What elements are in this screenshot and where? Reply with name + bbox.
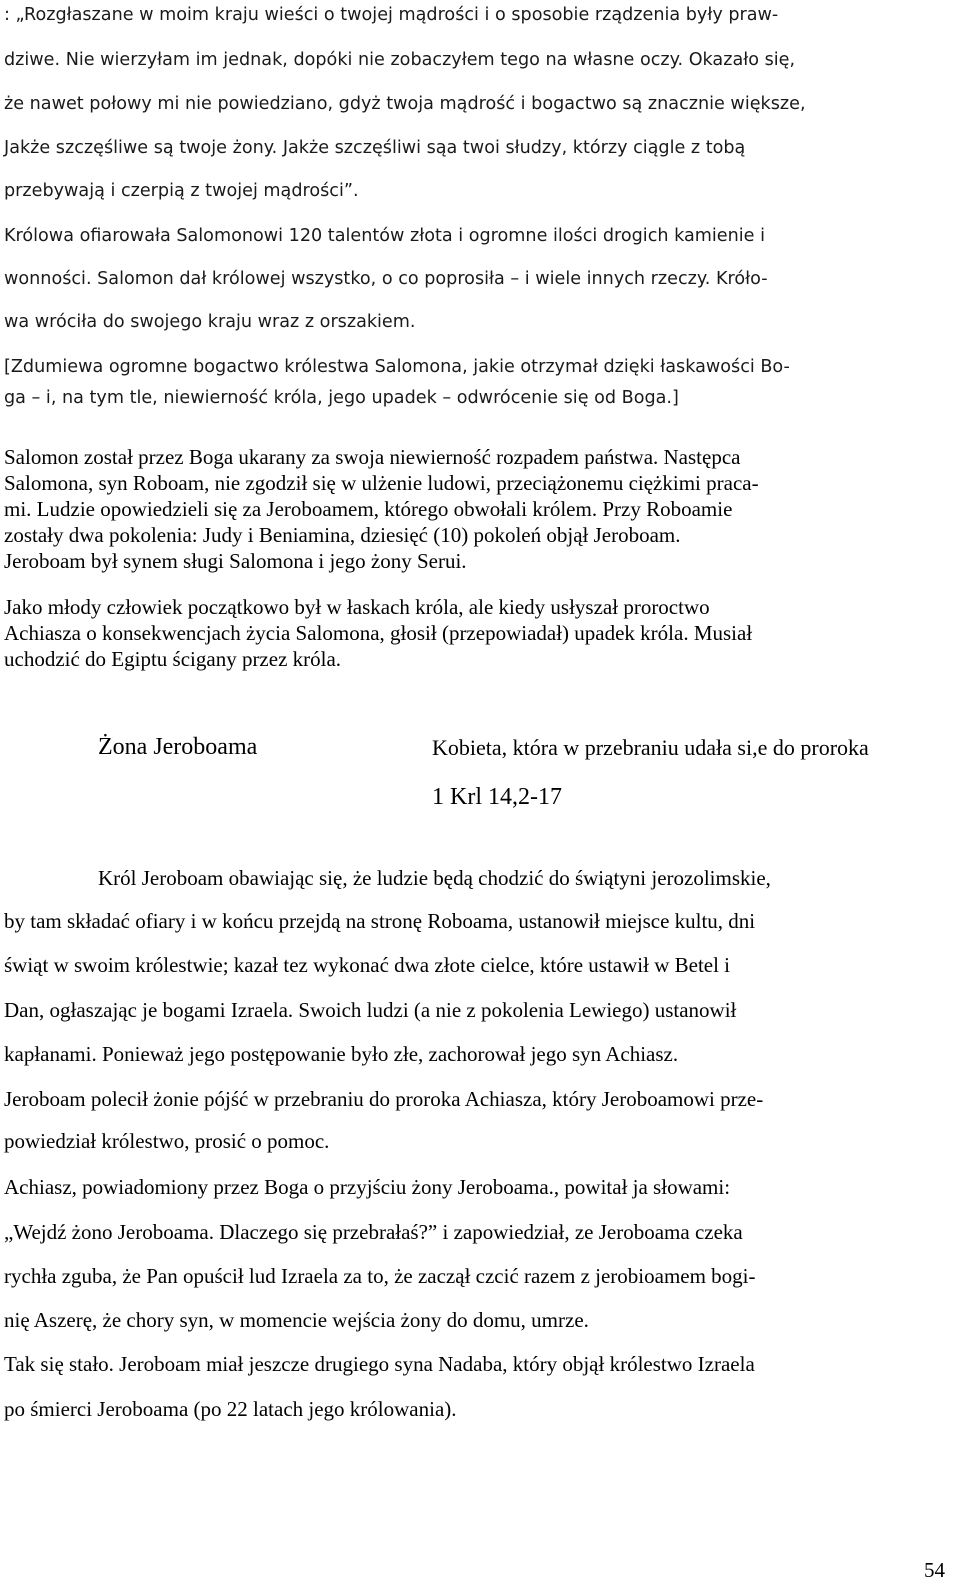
text-line: Jako młody człowiek początkowo był w łaskach króla, ale kiedy usłyszał proroctwo: [4, 595, 710, 619]
text-line: rychła zguba, że Pan opuścił lud Izraela za to, że zaczął czcić razem z jerobioamem bogi-: [4, 1264, 756, 1288]
page-number: 54: [924, 1558, 945, 1582]
text-line: nię Aszerę, że chory syn, w momencie wejścia żony do domu, umrze.: [4, 1308, 589, 1332]
text-line: Jeroboam polecił żonie pójść w przebraniu do proroka Achiasza, który Jeroboamowi prze-: [4, 1087, 764, 1111]
text-line: że nawet połowy mi nie powiedziano, gdyż twoja mądrość i bogactwo są znacznie większe,: [4, 94, 806, 114]
text-line: uchodzić do Egiptu ścigany przez króla.: [4, 647, 342, 671]
text-line: by tam składać ofiary i w końcu przejdą na stronę Roboama, ustanowił miejsce kultu, dni: [4, 909, 756, 933]
text-line: Tak się stało. Jeroboam miał jeszcze drugiego syna Nadaba, który objął królestwo Izraela: [4, 1352, 755, 1376]
text-line: mi. Ludzie opowiedzieli się za Jeroboamem, którego obwołali królem. Przy Roboamie: [4, 497, 733, 521]
text-line: kapłanami. Ponieważ jego postępowanie było złe, zachorował jego syn Achiasz.: [4, 1042, 679, 1066]
text-line: dziwe. Nie wierzyłam im jednak, dopóki nie zobaczyłem tego na własne oczy. Okazało się,: [4, 50, 796, 70]
text-line: Jakże szczęśliwe są twoje żony. Jakże szczęśliwi sąa twoi słudzy, którzy ciągle z tobą: [4, 138, 746, 158]
text-line: przebywają i czerpią z twojej mądrości”.: [4, 181, 359, 201]
text-line: Jeroboam był synem sługi Salomona i jego żony Serui.: [4, 549, 467, 573]
text-line: Król Jeroboam obawiając się, że ludzie będą chodzić do świątyni jerozolimskie,: [98, 866, 771, 890]
text-line: po śmierci Jeroboama (po 22 latach jego królowania).: [4, 1397, 457, 1421]
text-line: świąt w swoim królestwie; kazał tez wykonać dwa złote cielce, które ustawił w Betel i: [4, 953, 731, 977]
text-line: [Zdumiewa ogromne bogactwo królestwa Salomona, jakie otrzymał dzięki łaskawości Bo-: [4, 357, 790, 377]
text-line: Achiasza o konsekwencjach życia Salomona, głosił (przepowiadał) upadek króla. Musiał: [4, 621, 753, 645]
text-line: powiedział królestwo, prosić o pomoc.: [4, 1129, 330, 1153]
text-line: zostały dwa pokolenia: Judy i Beniamina, dziesięć (10) pokoleń objął Jeroboam.: [4, 523, 681, 547]
text-line: „Wejdź żono Jeroboama. Dlaczego się przebrałaś?” i zapowiedział, ze Jeroboama czeka: [4, 1220, 743, 1244]
section-title: Żona Jeroboama: [98, 734, 258, 760]
text-line: Salomona, syn Roboam, nie zgodził się w ulżenie ludowi, przeciążonemu ciężkimi praca-: [4, 471, 759, 495]
section-subtitle: Kobieta, która w przebraniu udała si,e do proroka: [432, 735, 869, 760]
text-line: wonności. Salomon dał królowej wszystko, o co poprosiła – i wiele innych rzeczy. Króło-: [4, 269, 768, 289]
text-line: Salomon został przez Boga ukarany za swoja niewierność rozpadem państwa. Następca: [4, 445, 741, 469]
text-line: ga – i, na tym tle, niewierność króla, jego upadek – odwrócenie się od Boga.]: [4, 388, 679, 408]
text-line: Dan, ogłaszając je bogami Izraela. Swoich ludzi (a nie z pokolenia Lewiego) ustanowił: [4, 998, 737, 1022]
text-line: : „Rozgłaszane w moim kraju wieści o twojej mądrości i o sposobie rządzenia były praw-: [4, 5, 779, 25]
text-line: wa wróciła do swojego kraju wraz z orszakiem.: [4, 312, 416, 332]
text-line: Królowa ofiarowała Salomonowi 120 talentów złota i ogromne ilości drogich kamienie i: [4, 226, 765, 246]
bible-reference: 1 Krl 14,2-17: [432, 784, 562, 810]
text-line: Achiasz, powiadomiony przez Boga o przyjściu żony Jeroboama., powitał ja słowami:: [4, 1175, 731, 1199]
